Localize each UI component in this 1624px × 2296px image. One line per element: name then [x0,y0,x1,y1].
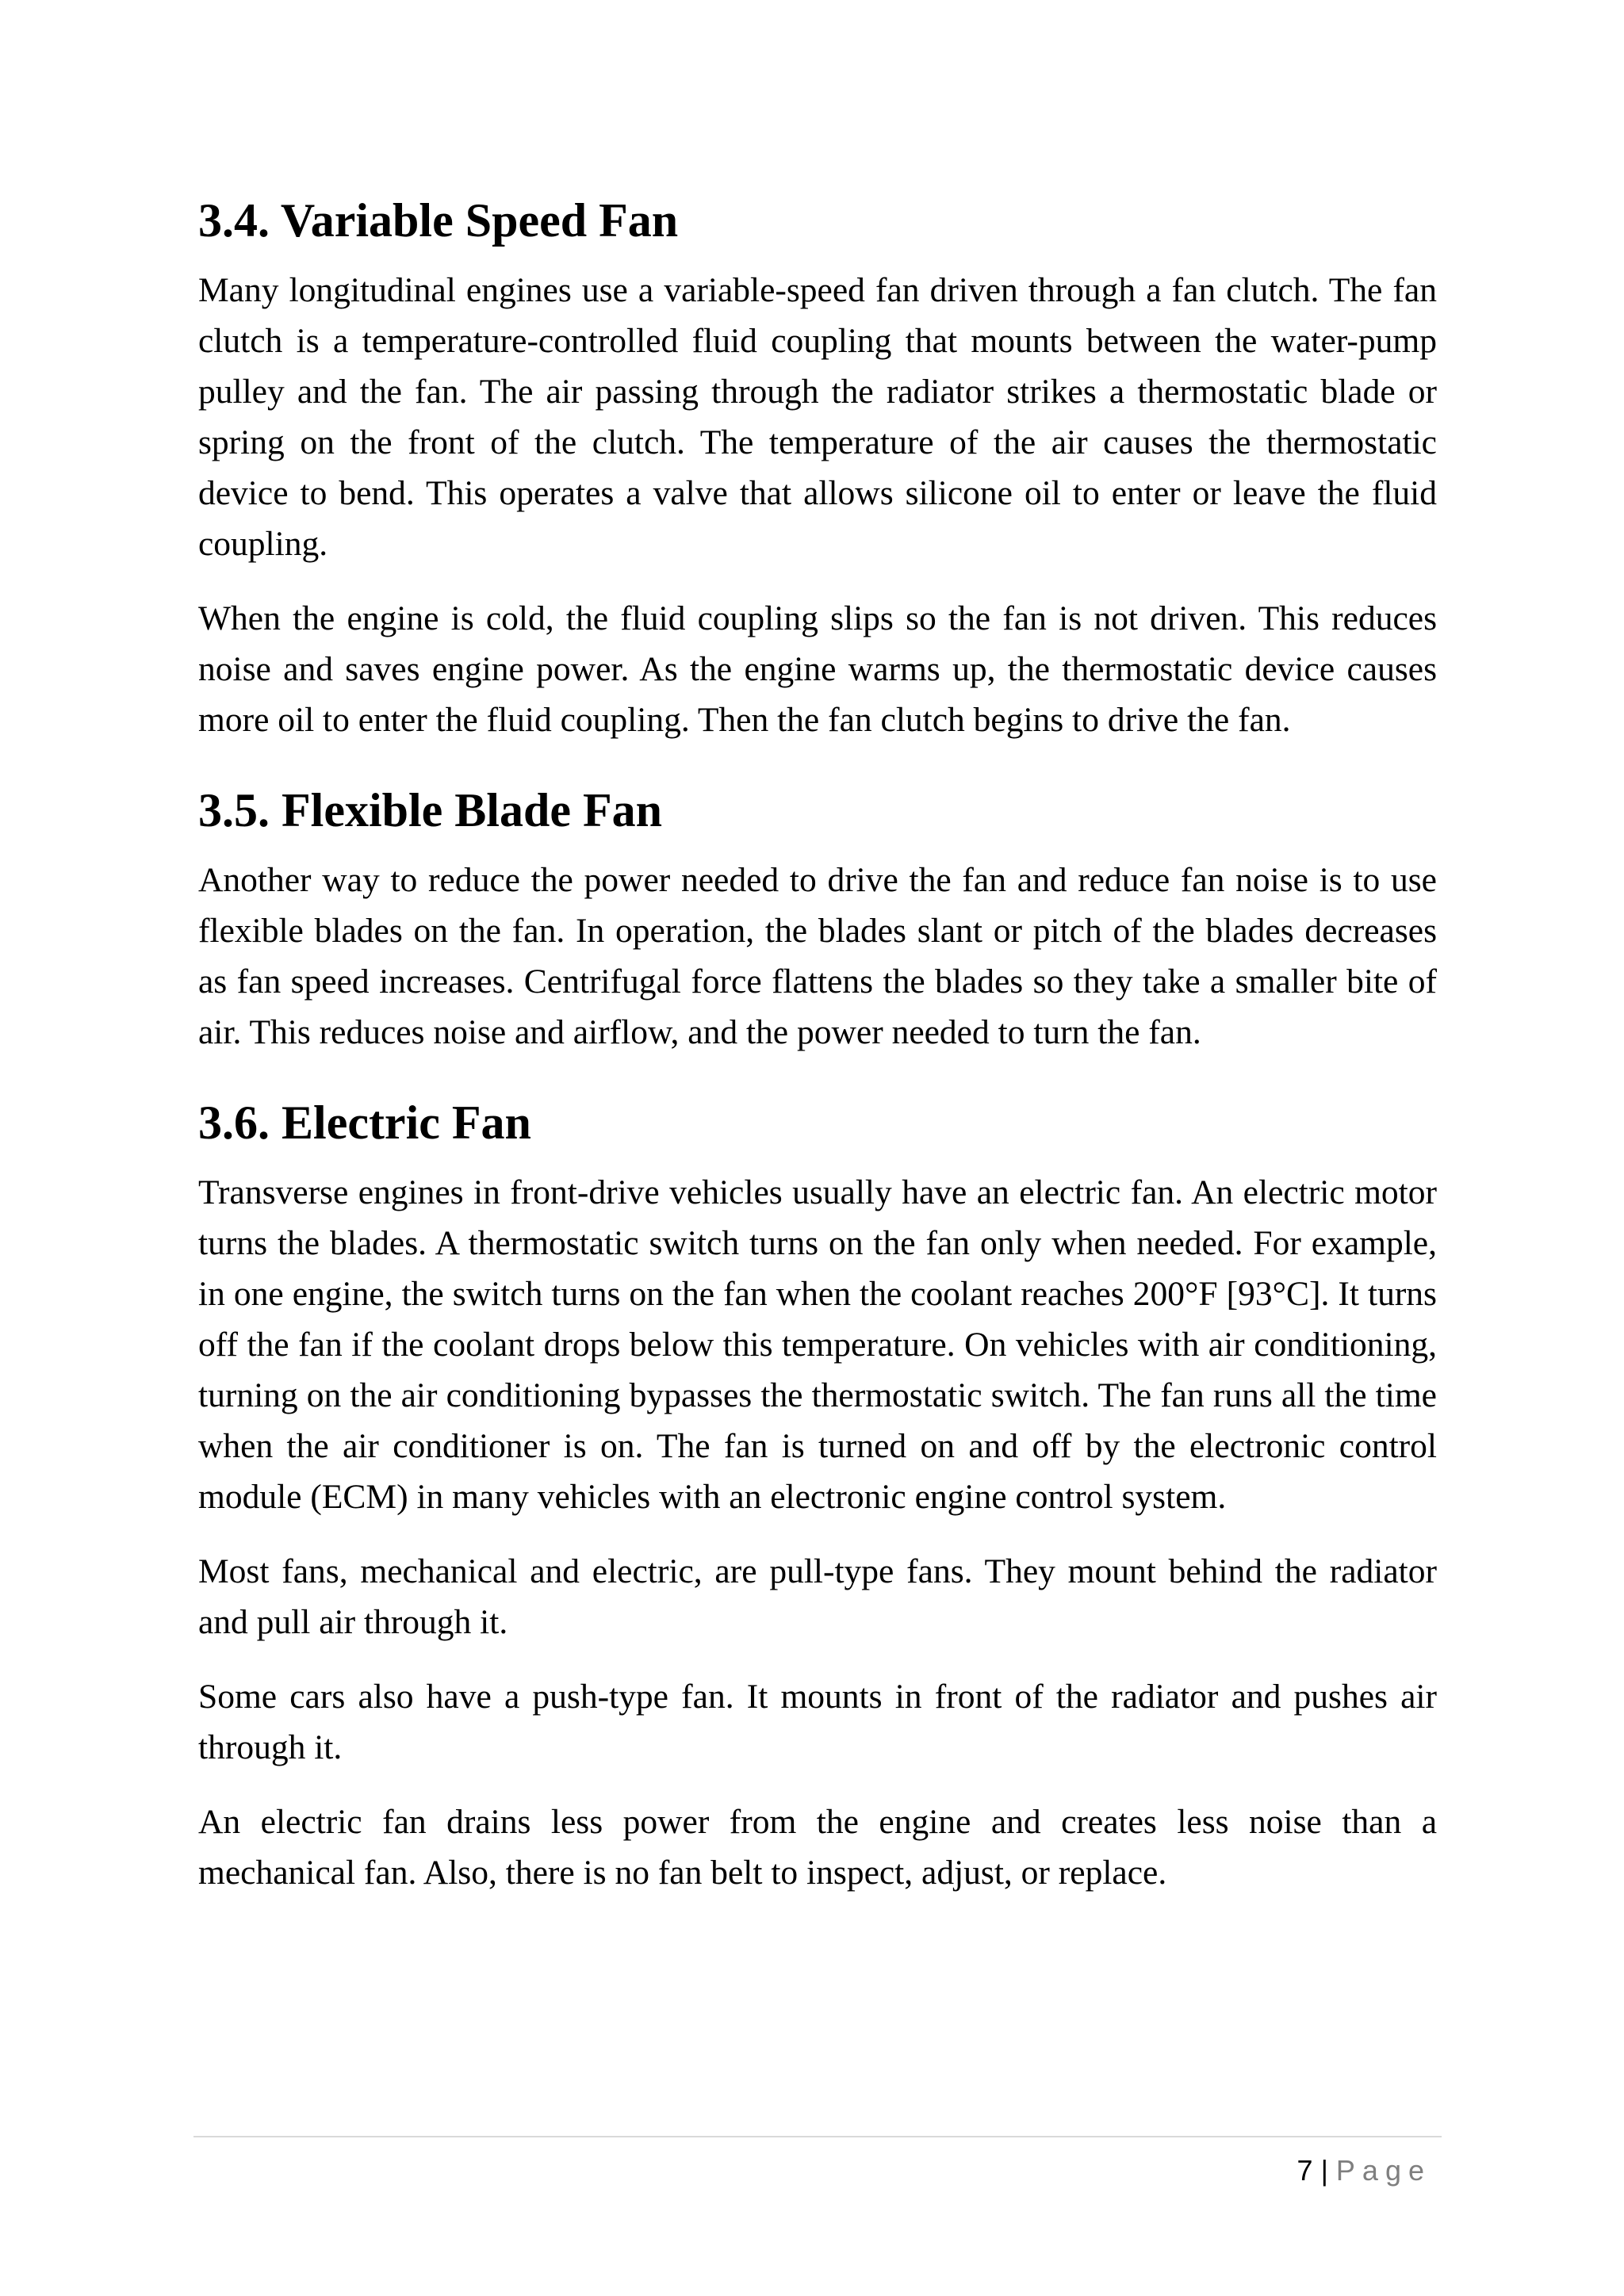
section-heading-flexible-blade-fan: 3.5. Flexible Blade Fan [198,784,662,836]
footer-separator: | [1320,2154,1328,2187]
paragraph: Many longitudinal engines use a variable-speed fan driven through a fan clutch. The fan clutch is a temperature-controlled fluid coupling that mounts between the water-pump pulley and the fan. The air passing through the radiator strikes a thermostatic blade or spring on the front of the clutch. The temperature of the air causes the thermostatic device to bend. This operates a valve that allows silicone oil to enter or leave the fluid coupling. [198,271,1437,563]
paragraph: An electric fan drains less power from the engine and creates less noise than a mechanical fan. Also, there is no fan belt to inspect, adjust, or replace. [198,1803,1437,1892]
paragraph: Most fans, mechanical and electric, are pull-type fans. They mount behind the radiator and pull air through it. [198,1552,1437,1641]
section-heading-electric-fan: 3.6. Electric Fan [198,1096,531,1149]
footer-divider [193,2136,1442,2137]
section-spacer [198,1081,1437,1093]
paragraph: Transverse engines in front-drive vehicles usually have an electric fan. An electric motor turns the blades. A thermostatic switch turns on the fan only when needed. For example, in one engine, the switch turns on the fan when the coolant reaches 200°F [93°C]. It turns off the fan if the coolant drops below this temperature. On vehicles with air conditioning, turning on the air conditioning bypasses the thermostatic switch. The fan runs all the time when the air conditioner is on. The fan is turned on and off by the electronic control module (ECM) in many vehicles with an electronic engine control system. [198,1173,1437,1516]
page-label: Page [1335,2154,1431,2187]
page-number: 7 [1297,2154,1313,2187]
page-content [198,190,1437,1922]
page-footer [1297,2153,1431,2188]
section-heading-variable-speed-fan: 3.4. Variable Speed Fan [198,194,679,247]
paragraph: When the engine is cold, the fluid coupling slips so the fan is not driven. This reduces noise and saves engine power. As the engine warms up, the thermostatic device causes more oil to enter the fluid coupling. Then the fan clutch begins to drive the fan. [198,599,1437,739]
paragraph: Some cars also have a push-type fan. It mounts in front of the radiator and pushes air through it. [198,1678,1437,1766]
section-spacer [198,769,1437,780]
paragraph: Another way to reduce the power needed to drive the fan and reduce fan noise is to use flexible blades on the fan. In operation, the blades slant or pitch of the blades decreases as fan speed increases. Centrifugal force flattens the blades so they take a smaller bite of air. This reduces noise and airflow, and the power needed to turn the fan. [198,861,1437,1051]
